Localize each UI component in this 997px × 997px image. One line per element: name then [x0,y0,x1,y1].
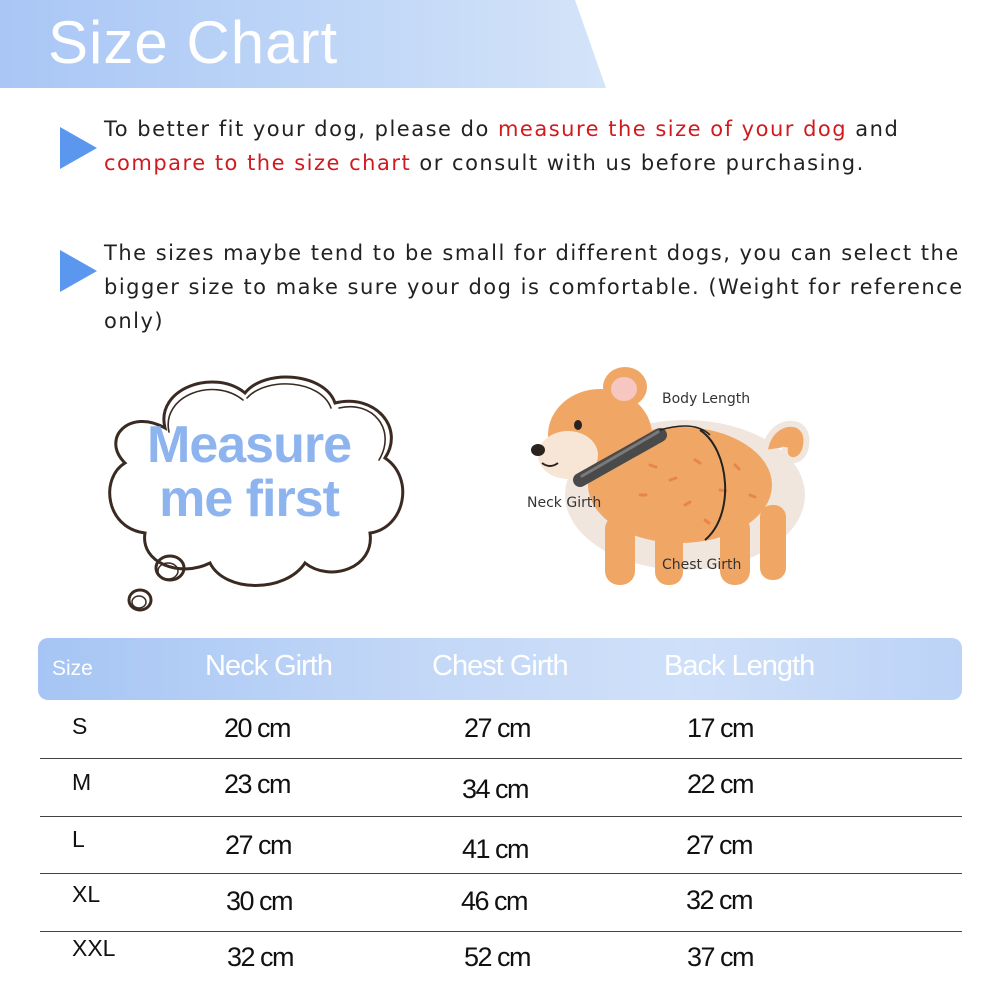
bullet-1-highlight-measure: measure the size of your dog [497,117,848,141]
table-cell-back: 22 cm [687,769,754,799]
bullet-1-text-c: or consult with us before purchasing. [411,151,865,175]
table-cell-chest: 27 cm [464,713,531,743]
row-divider [40,873,962,874]
header-neck-girth: Neck Girth [205,650,332,682]
header-back-length: Back Length [664,650,815,682]
table-cell-size: XXL [72,935,116,961]
cloud-message [147,418,351,526]
triangle-arrow-icon [60,127,97,169]
page-title: Size Chart [48,9,339,76]
label-neck-girth: Neck Girth [527,495,602,511]
table-cell-back: 27 cm [686,830,753,860]
bullet-1-text-b: and [847,117,900,141]
table-cell-neck: 30 cm [226,886,293,916]
table-cell-back: 37 cm [687,942,754,972]
bullet-text-2: The sizes maybe tend to be small for different dogs, you can select the bigger size to make sure your dog is comfortable. (Weight for reference only) [104,241,964,333]
header-size: Size [52,657,93,680]
label-body-length: Body Length [662,391,751,407]
table-cell-size: XL [72,881,101,907]
label-chest-girth: Chest Girth [662,557,742,573]
bullet-1-highlight-compare: compare to the size chart [104,151,412,175]
table-cell-neck: 20 cm [224,713,291,743]
table-cell-size: L [72,826,85,852]
header-chest-girth: Chest Girth [432,650,568,682]
table-cell-size: M [72,769,92,795]
cloud-line-2: me first [159,470,339,528]
table-cell-chest: 52 cm [464,942,531,972]
table-cell-chest: 46 cm [461,886,528,916]
table-cell-back: 32 cm [686,885,753,915]
row-divider [40,758,962,759]
table-cell-neck: 32 cm [227,942,294,972]
row-divider [40,931,962,932]
table-cell-size: S [72,713,88,739]
bullet-text-1 [104,112,984,180]
table-cell-chest: 41 cm [462,834,529,864]
triangle-arrow-icon [60,250,97,292]
table-cell-neck: 23 cm [224,769,291,799]
table-cell-back: 17 cm [687,713,754,743]
table-cell-chest: 34 cm [462,774,529,804]
row-divider [40,816,962,817]
table-cell-neck: 27 cm [225,830,292,860]
bullet-1-text-a: To better fit your dog, please do [104,117,498,141]
cloud-line-1: Measure [147,416,351,474]
